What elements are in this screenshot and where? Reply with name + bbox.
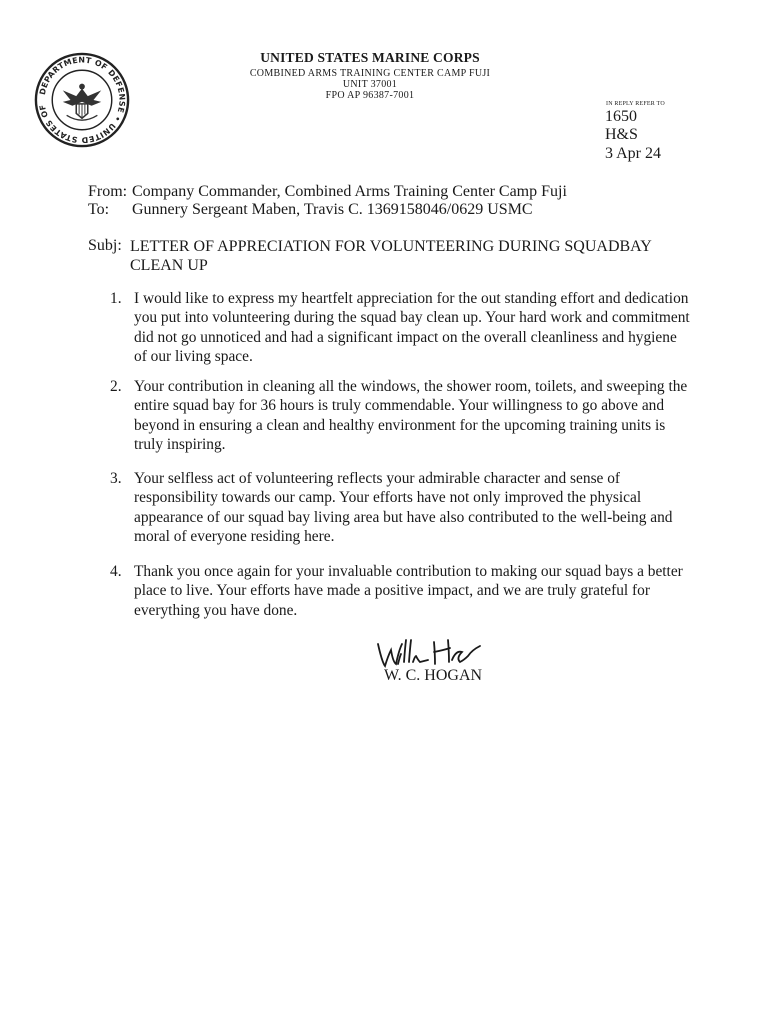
mailing-address: FPO AP 96387-7001 xyxy=(325,90,415,101)
letter-date: 3 Apr 24 xyxy=(605,145,661,162)
from-line xyxy=(88,183,567,201)
paragraph-text: I would like to express my heartfelt appreciation for the out standing effort and dedication you put into volunteering during the squad bay clean up. Your hard work and commitment did not go unnoticed and had a significant impact on the overall cleanliness and hygiene of our living space. xyxy=(134,290,690,365)
to-line xyxy=(88,201,533,219)
subject-line-1: LETTER OF APPRECIATION FOR VOLUNTEERING DURING SQUADBAY xyxy=(130,238,652,255)
reply-refer-label: IN REPLY REFER TO xyxy=(606,101,665,107)
paragraph-number: 2. xyxy=(110,378,122,395)
from-value: Company Commander, Combined Arms Training Center Camp Fuji xyxy=(132,183,567,200)
subject-label: Subj: xyxy=(88,237,122,254)
paragraph-number: 3. xyxy=(110,470,122,487)
department-of-defense-seal-icon xyxy=(34,52,130,148)
to-value: Gunnery Sergeant Maben, Travis C. 1369158046/0629 USMC xyxy=(132,201,533,218)
paragraph-text: Your selfless act of volunteering reflects your admirable character and sense of responsibility towards our camp. Your efforts have not only improved the physical appearance of our squad bay living area but have also contributed to the well-being and moral of everyone residing here. xyxy=(134,470,673,545)
from-label: From: xyxy=(88,183,128,200)
seal-text: DEPARTMENT OF DEFENSE • UNITED STATES OF xyxy=(37,55,127,145)
unit-name: COMBINED ARMS TRAINING CENTER CAMP FUJI xyxy=(249,68,491,79)
unit-number: UNIT 37001 xyxy=(342,79,398,90)
to-label: To: xyxy=(88,201,110,218)
paragraph-number: 4. xyxy=(110,563,122,580)
office-code: H&S xyxy=(605,126,638,143)
signer-name: W. C. HOGAN xyxy=(384,667,483,684)
paragraph-text: Your contribution in cleaning all the windows, the shower room, toilets, and sweeping the entire squad bay for 36 hours is truly commendable. Your willingness to go above and beyond in ensuring a clean and healthy environment for the upcoming training units is truly inspiring. xyxy=(134,378,688,453)
paragraph-text: Thank you once again for your invaluable contribution to making our squad bays a better place to live. Your efforts have made a positive impact, and we are truly grateful for everything you have done. xyxy=(134,563,683,619)
paragraph-number: 1. xyxy=(110,290,122,307)
subject-line-2: CLEAN UP xyxy=(130,257,208,274)
ssic-code: 1650 xyxy=(605,108,637,125)
organization-title: UNITED STATES MARINE CORPS xyxy=(260,50,480,65)
